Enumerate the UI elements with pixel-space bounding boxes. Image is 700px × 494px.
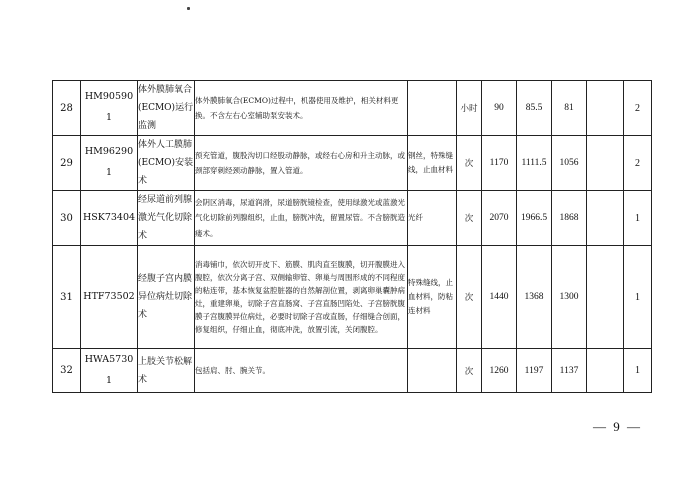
price-tier-2: 1197 bbox=[517, 349, 552, 393]
excluded-materials bbox=[408, 349, 457, 393]
row-number: 29 bbox=[53, 136, 81, 191]
item-class: 2 bbox=[624, 81, 652, 136]
item-code: HTF73502 bbox=[81, 246, 138, 349]
item-name: 体外人工膜肺(ECMO)安装术 bbox=[138, 136, 195, 191]
price-tier-3: 1137 bbox=[552, 349, 587, 393]
item-name: 体外膜肺氧合(ECMO)运行监测 bbox=[138, 81, 195, 136]
item-name: 上肢关节松解术 bbox=[138, 349, 195, 393]
item-content: 体外膜肺氧合(ECMO)过程中，机器使用及维护，相关材料更换。不含左右心室辅助泵安装术。 bbox=[195, 81, 408, 136]
remarks-cell bbox=[587, 191, 624, 246]
excluded-materials: 钢丝，特殊缝线，止血材料 bbox=[408, 136, 457, 191]
row-number: 32 bbox=[53, 349, 81, 393]
price-tier-1: 1440 bbox=[482, 246, 517, 349]
price-tier-3: 81 bbox=[552, 81, 587, 136]
item-name: 经尿道前列腺激光气化切除术 bbox=[138, 191, 195, 246]
price-tier-2: 1966.5 bbox=[517, 191, 552, 246]
item-content: 包括肩、肘、腕关节。 bbox=[195, 349, 408, 393]
price-tier-3: 1300 bbox=[552, 246, 587, 349]
item-class: 1 bbox=[624, 246, 652, 349]
excluded-materials bbox=[408, 81, 457, 136]
price-tier-2: 85.5 bbox=[517, 81, 552, 136]
item-content: 预充管道，腹股沟切口经股动静脉，或经右心房和升主动脉，或颈部穿刺经颈动静脉，置入管道。 bbox=[195, 136, 408, 191]
remarks-cell bbox=[587, 81, 624, 136]
excluded-materials: 特殊缝线，止血材料，防粘连材料 bbox=[408, 246, 457, 349]
price-tier-1: 1170 bbox=[482, 136, 517, 191]
item-code: HM90590 1 bbox=[81, 81, 138, 136]
pricing-unit: 小时 bbox=[457, 81, 482, 136]
item-content: 会阴区消毒，尿道润滑，尿道膀胱镜检查，使用绿激光或蓝激光气化切除前列腺组织，止血，膀胱冲洗，留置尿管。不含膀胱造瘘术。 bbox=[195, 191, 408, 246]
remarks-cell bbox=[587, 246, 624, 349]
item-name: 经腹子宫内膜异位病灶切除术 bbox=[138, 246, 195, 349]
remarks-cell bbox=[587, 349, 624, 393]
item-content: 消毒铺巾，依次切开皮下、筋膜、肌肉直至腹膜，切开腹膜进入腹腔，依次分离子宫、双侧输卵管、卵巢与周围形成的不同程度的粘连带，基本恢复盆腔脏器的自然解剖位置，剥离卵巢囊肿病灶，重建卵巢，切除子宫直肠窝、子宫直肠凹陷处、子宫膀胱腹膜子宫腹膜异位病灶，必要时切除子宫或直肠，仔细缝合创面，修复组织，仔细止血，彻底冲洗，放置引流，关闭腹腔。 bbox=[195, 246, 408, 349]
item-code: HM96290 1 bbox=[81, 136, 138, 191]
pricing-unit: 次 bbox=[457, 349, 482, 393]
price-tier-2: 1111.5 bbox=[517, 136, 552, 191]
pricing-unit: 次 bbox=[457, 191, 482, 246]
table-row bbox=[53, 246, 652, 349]
table-row bbox=[53, 191, 652, 246]
row-number: 28 bbox=[53, 81, 81, 136]
table-row bbox=[53, 349, 652, 393]
item-code: HSK73404 bbox=[81, 191, 138, 246]
price-tier-3: 1868 bbox=[552, 191, 587, 246]
pricing-unit: 次 bbox=[457, 246, 482, 349]
fee-schedule-table bbox=[52, 80, 652, 393]
item-class: 1 bbox=[624, 191, 652, 246]
pricing-unit: 次 bbox=[457, 136, 482, 191]
item-class: 1 bbox=[624, 349, 652, 393]
remarks-cell bbox=[587, 136, 624, 191]
item-class: 2 bbox=[624, 136, 652, 191]
price-tier-3: 1056 bbox=[552, 136, 587, 191]
price-tier-1: 90 bbox=[482, 81, 517, 136]
table-row bbox=[53, 136, 652, 191]
table-row bbox=[53, 81, 652, 136]
scan-speck-top bbox=[187, 7, 190, 10]
row-number: 31 bbox=[53, 246, 81, 349]
row-number: 30 bbox=[53, 191, 81, 246]
price-tier-1: 1260 bbox=[482, 349, 517, 393]
item-code: HWA5730 1 bbox=[81, 349, 138, 393]
price-tier-1: 2070 bbox=[482, 191, 517, 246]
price-tier-2: 1368 bbox=[517, 246, 552, 349]
page-number: — 9 — bbox=[593, 419, 642, 434]
excluded-materials: 光纤 bbox=[408, 191, 457, 246]
